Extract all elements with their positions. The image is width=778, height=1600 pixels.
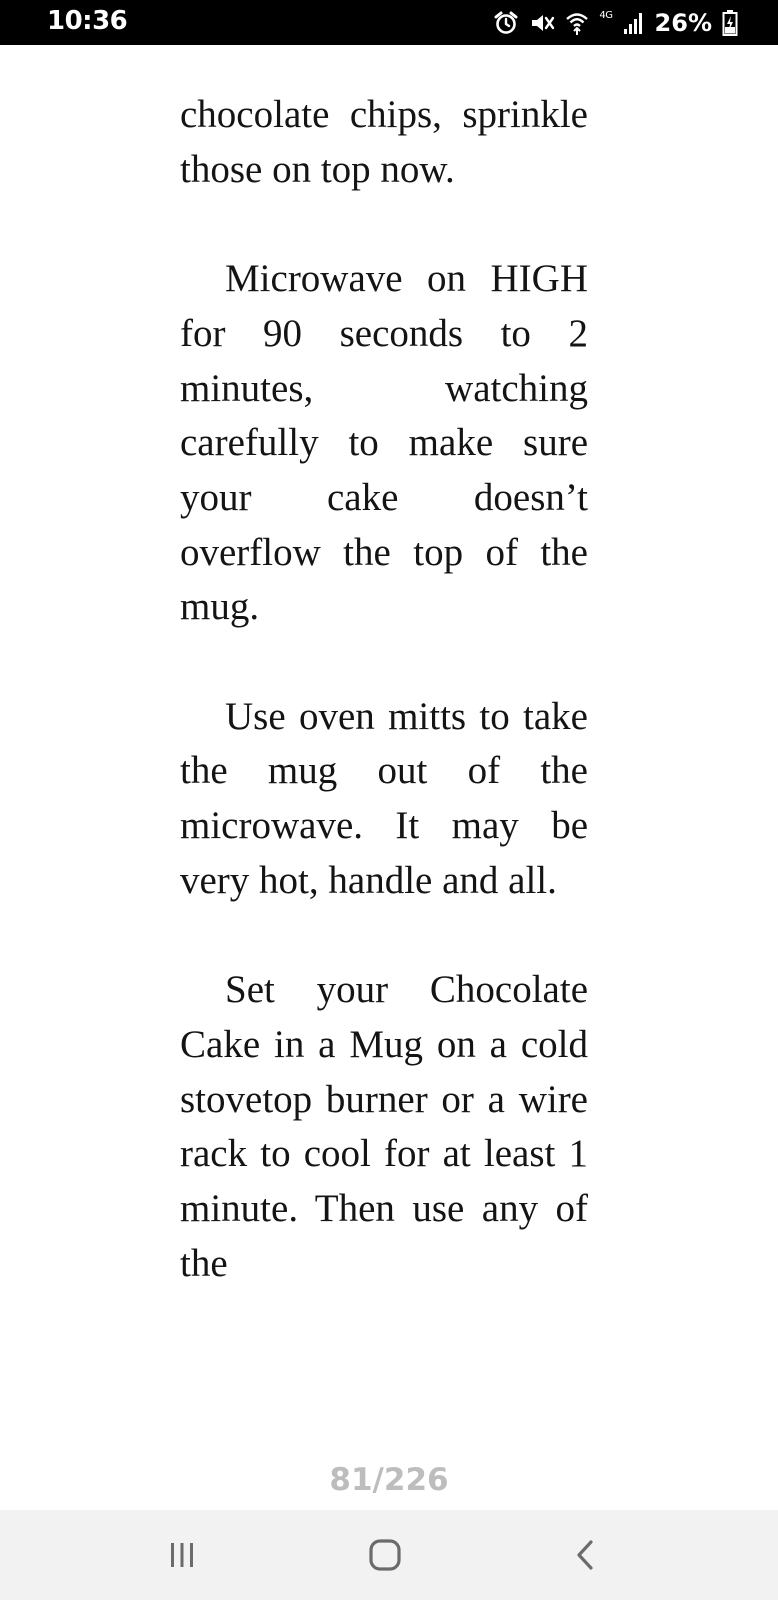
network-type: 4G bbox=[599, 9, 613, 21]
status-bar bbox=[0, 0, 778, 45]
battery-percent: 26% bbox=[654, 9, 712, 37]
paragraph: Set your Chocolate Cake in a Mug on a cold stovetop burner or a wire rack to cool for at least 1 minute. Then use any of the bbox=[180, 968, 588, 1285]
paragraph: Use oven mitts to take the mug out of the microwave. It may be very hot, handle and all. bbox=[180, 694, 588, 902]
alarm-icon bbox=[493, 10, 519, 36]
wifi-icon bbox=[565, 10, 589, 36]
battery-charging-icon bbox=[722, 9, 738, 37]
recents-icon bbox=[165, 1540, 199, 1575]
paragraph: chocolate chips, sprinkle those on top now. bbox=[180, 93, 588, 191]
signal-icon bbox=[623, 11, 645, 35]
back-button[interactable] bbox=[556, 1532, 616, 1582]
status-icons bbox=[493, 8, 738, 38]
mute-icon bbox=[529, 10, 555, 36]
back-icon bbox=[571, 1538, 601, 1577]
page-indicator: 81/226 bbox=[329, 1462, 449, 1498]
home-icon bbox=[368, 1538, 402, 1577]
reader-page[interactable] bbox=[180, 88, 588, 1291]
status-time: 10:36 bbox=[47, 6, 128, 36]
navigation-bar bbox=[0, 1510, 778, 1600]
recents-button[interactable] bbox=[152, 1532, 212, 1582]
home-button[interactable] bbox=[355, 1532, 415, 1582]
paragraph: Microwave on HIGH for 90 seconds to 2 minutes, watching carefully to make sure your cake doesn’t overflow the top of the mug. bbox=[180, 257, 588, 629]
